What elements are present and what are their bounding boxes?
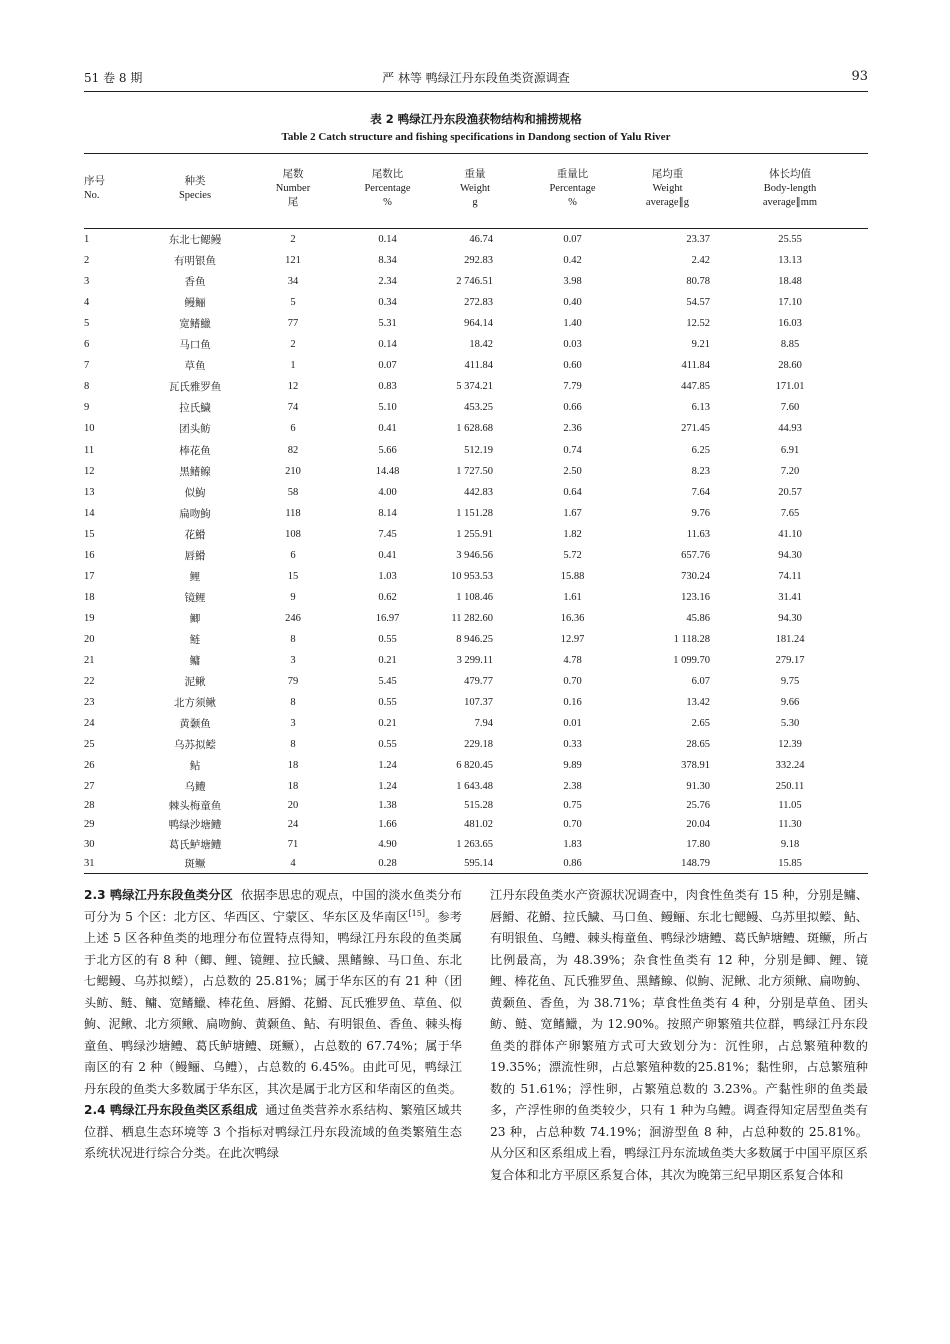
header-rule <box>84 91 868 92</box>
table-cell: 16 <box>84 550 95 561</box>
table-cell: 22 <box>84 676 95 687</box>
table-cell: 411.84 <box>464 360 493 371</box>
table-cell: 181.24 <box>775 634 805 645</box>
column-header-zh: 体长均值 <box>769 169 811 180</box>
table-cell: 6.25 <box>691 445 710 456</box>
table-cell: 148.79 <box>681 858 710 869</box>
table-cell: 5.10 <box>378 402 397 413</box>
table-cell: 16.36 <box>560 613 585 624</box>
table-cell: 595.14 <box>464 858 493 869</box>
species-cell: 鸭绿沙塘鳢 <box>168 819 222 831</box>
table-cell: 20 <box>84 634 95 645</box>
species-cell: 泥鳅 <box>184 676 206 688</box>
table-cell: 11.30 <box>778 819 802 830</box>
species-cell: 唇䱻 <box>184 550 206 562</box>
species-cell: 团头鲂 <box>179 423 211 435</box>
table-cell: 1 118.28 <box>673 634 710 645</box>
table-cell: 515.28 <box>464 800 493 811</box>
table-cell: 107.37 <box>464 697 493 708</box>
table-cell: 13 <box>84 487 95 498</box>
table-cell: 7.45 <box>378 529 397 540</box>
species-cell: 扁吻鮈 <box>179 508 211 520</box>
column-header-zh: 尾数比 <box>371 169 404 180</box>
table-cell: 11.63 <box>686 529 710 540</box>
table-cell: 4.00 <box>378 487 397 498</box>
species-cell: 镜鲤 <box>184 592 206 604</box>
table-cell: 19 <box>84 613 95 624</box>
table-cell: 20.04 <box>686 819 710 830</box>
table-cell: 3 <box>84 276 90 287</box>
table-cell: 0.14 <box>378 234 397 245</box>
table-cell: 0.74 <box>563 445 582 456</box>
table-cell: 4 <box>290 858 296 869</box>
table-header-rule <box>84 228 868 229</box>
table-cell: 25.76 <box>686 800 710 811</box>
species-cell: 棒花鱼 <box>179 445 211 457</box>
species-cell: 香鱼 <box>184 276 206 288</box>
table-cell: 41.10 <box>778 529 802 540</box>
table-cell: 0.21 <box>378 718 397 729</box>
table-cell: 9 <box>290 592 296 603</box>
table-cell: 1 151.28 <box>456 508 493 519</box>
species-cell: 北方须鳅 <box>174 697 216 709</box>
table-cell: 7 <box>84 360 90 371</box>
column-header <box>258 168 328 210</box>
species-cell: 马口鱼 <box>179 339 211 351</box>
table-cell: 0.55 <box>378 634 397 645</box>
table-cell: 7.94 <box>474 718 493 729</box>
journal-volume: 51 卷 8 期 <box>84 71 143 85</box>
table-cell: 28.60 <box>778 360 802 371</box>
table-caption-en: Table 2 Catch structure and fishing specifications in Dandong section of Yalu River <box>281 131 671 143</box>
table-cell: 1 099.70 <box>673 655 710 666</box>
table-cell: 0.70 <box>563 676 582 687</box>
table-cell: 5 <box>84 318 90 329</box>
column-header-zh: 重量 <box>464 169 486 180</box>
table-cell: 1 643.48 <box>456 781 493 792</box>
table-cell: 9.75 <box>780 676 800 687</box>
table-cell: 1.61 <box>563 592 582 603</box>
column-header-zh: 序号 <box>84 176 105 187</box>
table-cell: 24 <box>84 718 95 729</box>
table-cell: 657.76 <box>681 550 710 561</box>
table-cell: 0.62 <box>378 592 397 603</box>
table-cell: 8.34 <box>378 255 397 266</box>
table-cell: 94.30 <box>778 550 802 561</box>
table-cell: 17.10 <box>778 297 802 308</box>
table-cell: 730.24 <box>681 571 710 582</box>
column-header-unit: % <box>383 197 392 208</box>
table-cell: 71 <box>287 839 299 850</box>
table-cell: 5.31 <box>378 318 397 329</box>
table-cell: 1.83 <box>563 839 582 850</box>
table-cell: 1.66 <box>378 819 397 830</box>
species-cell: 棘头梅童鱼 <box>168 800 222 812</box>
table-cell: 11 282.60 <box>451 613 493 624</box>
species-cell: 瓦氏雅罗鱼 <box>168 381 222 393</box>
species-cell: 鲢 <box>189 634 201 646</box>
table-cell: 4.90 <box>378 839 397 850</box>
table-cell: 9.66 <box>780 697 800 708</box>
column-header-unit: g <box>472 197 478 208</box>
table-cell: 9.76 <box>691 508 710 519</box>
species-cell: 有明银鱼 <box>174 255 216 267</box>
column-header-zh: 尾均重 <box>651 169 684 180</box>
table-cell: 11.05 <box>778 800 802 811</box>
table-cell: 11 <box>84 445 95 456</box>
table-cell: 8 <box>290 739 296 750</box>
table-cell: 0.41 <box>378 423 397 434</box>
species-cell: 鳙 <box>189 655 201 667</box>
species-cell: 花䱻 <box>184 529 206 541</box>
table-cell: 7.64 <box>691 487 710 498</box>
table-cell: 6.13 <box>691 402 710 413</box>
table-cell: 26 <box>84 760 95 771</box>
table-cell: 15 <box>84 529 95 540</box>
table-cell: 45.86 <box>686 613 710 624</box>
table-cell: 16.97 <box>375 613 400 624</box>
table-cell: 14.48 <box>375 466 400 477</box>
table-cell: 964.14 <box>464 318 493 329</box>
table-cell: 23.37 <box>686 234 710 245</box>
table-cell: 7.65 <box>780 508 800 519</box>
running-header <box>84 69 868 85</box>
section-2-3-heading: 2.3 鸭绿江丹东段鱼类分区 <box>84 888 233 902</box>
table-cell: 18.42 <box>469 339 493 350</box>
table-cell: 31.41 <box>778 592 802 603</box>
column-header-unit: average∥g <box>645 197 690 208</box>
table-cell: 279.17 <box>775 655 805 666</box>
table-cell: 0.34 <box>378 297 397 308</box>
table-cell: 8 946.25 <box>456 634 493 645</box>
table-cell: 82 <box>287 445 299 456</box>
column-header-unit: 尾 <box>287 197 299 208</box>
table-cell: 5 <box>290 297 296 308</box>
column-header-zh: 尾数 <box>282 169 304 180</box>
section-2-3-text-b: 。参考上述 5 区各种鱼类的地理分布位置特点得知，鸭绿江丹东段的鱼类属于北方区的有 8 种（鲫、鲤、镜鲤、拉氏鱥、黑鳍鳈、马口鱼、东北七鳃鳗、乌苏拟鲿），占总数的 25.81%；属于华东区的有 21 种（团头鲂、鲢、鳙、宽鳍鱲、棒花鱼、唇䱻、花䱻、瓦氏雅罗鱼、草鱼、似鮈、泥鳅、北方须鳅、扁吻鮈、黄颡鱼、鲇、有明银鱼、香鱼、棘头梅童鱼、鸭绿沙塘鳢、葛氏鲈塘鳢、斑鳜），占总数的 67.74%；属于华南区的有 2 种（鳗鲡、乌鳢），占总数的 6.45%。由此可见，鸭绿江丹东段的鱼类大多数属于华东区，其次是属于北方区和华南区的鱼类。 <box>84 909 462 1096</box>
table-cell: 12 <box>84 466 95 477</box>
table-cell: 481.02 <box>464 819 493 830</box>
column-header <box>84 175 144 203</box>
species-cell: 草鱼 <box>184 360 206 372</box>
table-cell: 0.64 <box>563 487 582 498</box>
table-cell: 2.36 <box>563 423 582 434</box>
table-cell: 7.20 <box>780 466 800 477</box>
table-cell: 2.65 <box>691 718 710 729</box>
table-cell: 20 <box>287 800 299 811</box>
table-cell: 1.40 <box>563 318 582 329</box>
table-cell: 0.14 <box>378 339 397 350</box>
table-cell: 2.38 <box>563 781 582 792</box>
table-cell: 229.18 <box>464 739 493 750</box>
table-cell: 15.88 <box>560 571 585 582</box>
table-cell: 2.42 <box>691 255 710 266</box>
table-cell: 21 <box>84 655 95 666</box>
table-cell: 447.85 <box>681 381 710 392</box>
table-cell: 3 <box>290 718 296 729</box>
table-cell: 18.48 <box>778 276 802 287</box>
table-cell: 0.07 <box>563 234 582 245</box>
table-cell: 3.98 <box>563 276 582 287</box>
table-cell: 0.07 <box>378 360 397 371</box>
table-cell: 4.78 <box>563 655 582 666</box>
table-cell: 8.85 <box>780 339 800 350</box>
table-cell: 0.70 <box>563 819 582 830</box>
citation-ref: [15] <box>408 908 425 918</box>
table-cell: 378.91 <box>681 760 710 771</box>
table-cell: 512.19 <box>464 445 493 456</box>
table-cell: 14 <box>84 508 95 519</box>
table-cell: 27 <box>84 781 95 792</box>
table-cell: 91.30 <box>686 781 710 792</box>
section-2-3-text-a: 依据李思忠的观点，中国的淡水鱼类分布可分为 5 个区：北方区、华西区、宁蒙区、华东区及华南区 <box>84 888 463 924</box>
table-cell: 108 <box>285 529 301 540</box>
table-cell: 10 <box>84 423 95 434</box>
species-cell: 黄颡鱼 <box>179 718 211 730</box>
table-cell: 0.55 <box>378 697 397 708</box>
column-header <box>740 168 840 210</box>
table-cell: 272.83 <box>464 297 493 308</box>
table-cell: 3 946.56 <box>456 550 493 561</box>
column-header <box>350 168 425 210</box>
table-cell: 25.55 <box>778 234 802 245</box>
table-cell: 6.91 <box>780 445 800 456</box>
table-cell: 79 <box>287 676 299 687</box>
species-cell: 鲫 <box>189 613 201 625</box>
species-cell: 鲤 <box>189 571 201 583</box>
species-cell: 斑鳜 <box>184 858 206 870</box>
right-column-text <box>490 885 868 1186</box>
table-cell: 0.03 <box>563 339 582 350</box>
column-header <box>535 168 610 210</box>
table-cell: 18 <box>287 760 299 771</box>
table-cell: 10 953.53 <box>451 571 493 582</box>
table-cell: 13.42 <box>686 697 710 708</box>
table-cell: 2.34 <box>378 276 397 287</box>
table-cell: 271.45 <box>681 423 710 434</box>
species-cell: 鲇 <box>189 760 201 772</box>
table-cell: 246 <box>285 613 301 624</box>
column-header <box>440 168 510 210</box>
table-cell: 171.01 <box>775 381 805 392</box>
table-cell: 0.66 <box>563 402 582 413</box>
table-cell: 12.39 <box>778 739 802 750</box>
column-header-en: No. <box>84 190 100 201</box>
table-cell: 1 727.50 <box>456 466 493 477</box>
table-cell: 74.11 <box>778 571 802 582</box>
table-cell: 74 <box>287 402 299 413</box>
table-cell: 4 <box>84 297 90 308</box>
table-cell: 30 <box>84 839 95 850</box>
table-cell: 123.16 <box>681 592 710 603</box>
running-title: 严 林等 鸭绿江丹东段鱼类资源调查 <box>382 71 570 85</box>
table-cell: 2 <box>290 339 296 350</box>
table-cell: 44.93 <box>778 423 802 434</box>
section-2-4-heading: 2.4 鸭绿江丹东段鱼类区系组成 <box>84 1103 258 1117</box>
table-cell: 25 <box>84 739 95 750</box>
table-cell: 9.89 <box>563 760 582 771</box>
table-cell: 6 <box>290 423 296 434</box>
table-cell: 1.67 <box>563 508 582 519</box>
table-cell: 0.28 <box>378 858 397 869</box>
table-caption-zh: 表 2 鸭绿江丹东段渔获物结构和捕捞规格 <box>370 112 582 126</box>
table-cell: 118 <box>285 508 301 519</box>
table-cell: 1 255.91 <box>456 529 493 540</box>
table-cell: 7.79 <box>563 381 582 392</box>
table-cell: 28.65 <box>686 739 710 750</box>
table-cell: 46.74 <box>469 234 493 245</box>
table-cell: 0.83 <box>378 381 397 392</box>
species-cell: 葛氏鲈塘鳢 <box>168 839 222 851</box>
table-cell: 1.24 <box>378 781 397 792</box>
table-cell: 8.14 <box>378 508 397 519</box>
table-cell: 250.11 <box>775 781 805 792</box>
table-cell: 479.77 <box>464 676 493 687</box>
table-cell: 6 820.45 <box>456 760 493 771</box>
table-cell: 3 <box>290 655 296 666</box>
page-number: 93 <box>851 69 868 84</box>
table-cell: 0.41 <box>378 550 397 561</box>
species-cell: 宽鳍鱲 <box>179 318 211 330</box>
table-cell: 1 <box>84 234 90 245</box>
column-header-en: Number <box>275 183 311 194</box>
table-cell: 34 <box>287 276 299 287</box>
table-cell: 31 <box>84 858 95 869</box>
table-cell: 20.57 <box>778 487 802 498</box>
table-cell: 9.18 <box>780 839 800 850</box>
column-header-zh: 种类 <box>184 176 206 187</box>
column-header-en: Weight <box>459 183 491 194</box>
table-cell: 17.80 <box>686 839 710 850</box>
column-header-unit: average∥mm <box>762 197 818 208</box>
table-cell: 16.03 <box>778 318 802 329</box>
table-cell: 1.82 <box>563 529 582 540</box>
table-cell: 0.16 <box>563 697 582 708</box>
table-cell: 94.30 <box>778 613 802 624</box>
table-bottom-rule <box>84 873 868 874</box>
table-cell: 2 <box>290 234 296 245</box>
table-cell: 9 <box>84 402 90 413</box>
table-cell: 17 <box>84 571 95 582</box>
table-cell: 1.24 <box>378 760 397 771</box>
table-cell: 292.83 <box>464 255 493 266</box>
column-header-en: Percentage <box>549 183 596 194</box>
column-header-zh: 重量比 <box>556 169 589 180</box>
table-cell: 2 746.51 <box>456 276 493 287</box>
table-cell: 54.57 <box>686 297 710 308</box>
table-cell: 0.60 <box>563 360 582 371</box>
table-cell: 121 <box>285 255 301 266</box>
table-cell: 5.66 <box>378 445 397 456</box>
table-cell: 1 263.65 <box>456 839 493 850</box>
table-top-rule <box>84 153 868 154</box>
table-cell: 2 <box>84 255 90 266</box>
table-cell: 13.13 <box>778 255 802 266</box>
table-cell: 442.83 <box>464 487 493 498</box>
species-cell: 乌苏拟鲿 <box>174 739 216 751</box>
table-cell: 7.60 <box>780 402 800 413</box>
table-cell: 77 <box>287 318 299 329</box>
table-cell: 12.52 <box>686 318 710 329</box>
species-cell: 拉氏鱥 <box>179 402 211 414</box>
species-cell: 东北七鳃鳗 <box>168 234 222 246</box>
table-cell: 210 <box>285 466 301 477</box>
table-cell: 332.24 <box>775 760 805 771</box>
column-header-en: Body-length <box>763 183 817 194</box>
table-cell: 2.50 <box>563 466 582 477</box>
table-cell: 6 <box>290 550 296 561</box>
column-header-en: Species <box>178 190 212 201</box>
table-cell: 18 <box>287 781 299 792</box>
table-cell: 1.38 <box>378 800 397 811</box>
table-cell: 58 <box>287 487 299 498</box>
table-cell: 411.84 <box>681 360 710 371</box>
table-cell: 0.01 <box>563 718 582 729</box>
table-cell: 6 <box>84 339 90 350</box>
table-cell: 0.40 <box>563 297 582 308</box>
table-cell: 18 <box>84 592 95 603</box>
species-cell: 鳗鲡 <box>184 297 206 309</box>
table-cell: 28 <box>84 800 95 811</box>
left-column-text <box>84 885 462 1165</box>
table-cell: 1 <box>290 360 296 371</box>
table-cell: 23 <box>84 697 95 708</box>
table-cell: 1 628.68 <box>456 423 493 434</box>
section-2-4-text: 通过鱼类营养水系结构、繁殖区域共位群、栖息生态环境等 3 个指标对鸭绿江丹东段流域的鱼类繁殖生态系统状况进行综合分类。在此次鸭绿 <box>84 1103 462 1160</box>
column-header <box>140 175 250 203</box>
table-cell: 1.03 <box>378 571 397 582</box>
table-cell: 0.86 <box>563 858 582 869</box>
table-cell: 8 <box>290 634 296 645</box>
table-cell: 8 <box>84 381 90 392</box>
right-column-paragraph: 江丹东段鱼类水产资源状况调查中，肉食性鱼类有 15 种，分别是鳙、唇䱻、花䱻、拉氏鱥、马口鱼、鳗鲡、东北七鳃鳗、乌苏里拟鲿、鲇、有明银鱼、乌鳢、棘头梅童鱼、鸭绿沙塘鳢、葛氏鲈塘鳢、斑鳜，所占比例最高，为 48.39%；杂食性鱼类有 12 种，分别是鲫、鲤、镜鲤、棒花鱼、瓦氏雅罗鱼、黑鳍鳈、似鮈、泥鳅、北方须鳅、扁吻鮈、黄颡鱼、香鱼，为 38.71%；草食性鱼类有 4 种，分别是草鱼、团头鲂、鲢、宽鳍鱲，为 12.90%。按照产卵繁殖共位群，鸭绿江丹东段鱼类的群体产卵繁殖方式可大致划分为：沉性卵，占总繁殖种数的 19.35%；漂流性卵，占总繁殖种数的25.81%；黏性卵，占总繁殖种数的 51.61%；浮性卵，占繁殖总数的 3.23%。产黏性卵的鱼类最多，产浮性卵的鱼类较少，只有 1 种为乌鳢。调查得知定居型鱼类有 23 种，占总种数 74.19%；洄游型鱼 8 种，占总种数的 25.81%。从分区和区系组成上看，鸭绿江丹东流域鱼类大多数属于中国平原区系复合体和北方平原区系复合体，其次为晚第三纪早期区系复合体和 <box>490 888 868 1182</box>
table-cell: 6.07 <box>691 676 710 687</box>
table-cell: 5.30 <box>780 718 800 729</box>
table-cell: 15.85 <box>778 858 802 869</box>
table-cell: 3 299.11 <box>456 655 493 666</box>
table-cell: 5.72 <box>563 550 582 561</box>
table-cell: 8 <box>290 697 296 708</box>
table-cell: 80.78 <box>686 276 710 287</box>
table-cell: 5 374.21 <box>456 381 493 392</box>
table-cell: 453.25 <box>464 402 493 413</box>
table-cell: 24 <box>287 819 299 830</box>
table-cell: 1 108.46 <box>456 592 493 603</box>
table-cell: 0.33 <box>563 739 582 750</box>
species-cell: 似鮈 <box>184 487 206 499</box>
species-cell: 乌鳢 <box>184 781 206 793</box>
table-cell: 29 <box>84 819 95 830</box>
species-cell: 黑鳍鳈 <box>179 466 211 478</box>
table-cell: 0.42 <box>563 255 582 266</box>
table-cell: 12.97 <box>560 634 585 645</box>
table-cell: 9.21 <box>691 339 710 350</box>
column-header-en: Percentage <box>364 183 411 194</box>
table-cell: 0.55 <box>378 739 397 750</box>
column-header-en: Weight <box>652 183 683 194</box>
table-cell: 0.75 <box>563 800 582 811</box>
table-cell: 0.21 <box>378 655 397 666</box>
column-header-unit: % <box>568 197 577 208</box>
table-cell: 12 <box>287 381 299 392</box>
table-cell: 8.23 <box>691 466 710 477</box>
column-header <box>625 168 710 210</box>
table-cell: 5.45 <box>378 676 397 687</box>
table-cell: 15 <box>287 571 299 582</box>
